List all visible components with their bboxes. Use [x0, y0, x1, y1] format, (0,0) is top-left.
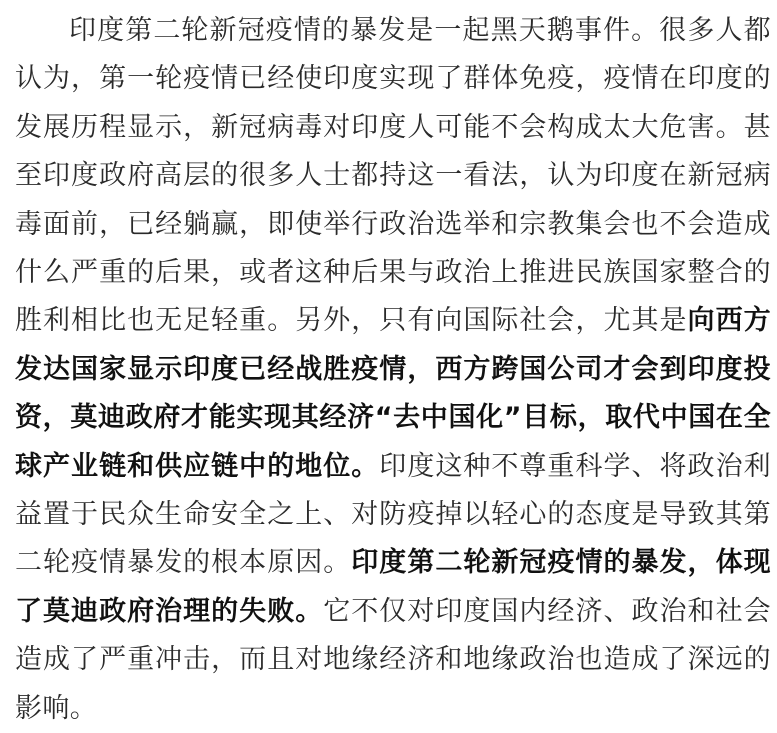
paragraph-text-intro: 印度第二轮新冠疫情的暴发是一起黑天鹅事件。很多人都认为，第一轮疫情已经使印度实现了群体免疫，疫情在印度的发展历程显示，新冠病毒对印度人可能不会构成太大危害。甚至印度政府高层的很多人士都持这一看法，认为印度在新冠病毒面前，已经躺赢，即使举行政治选举和宗教集会也不会造成什么严重的后果，或者这种后果与政治上推进民族国家整合的胜利相比也无足轻重。另外，只有向国际社会，尤其是 [15, 15, 771, 337]
paragraph-text-impact: 它不仅对印度国内经济、政治和社会造成了严重冲击，而且对地缘经济和地缘政治也造成了深远的影响。 [15, 595, 771, 724]
bold-emphasis-governance-failure: 印度第二轮新冠疫情的暴发，体现了莫迪政府治理的失败。 [15, 547, 771, 627]
paragraph-text-root-cause: 印度这种不尊重科学、将政治利益置于民众生命安全之上、对防疫掉以轻心的态度是导致其第二轮疫情暴发的根本原因。 [15, 450, 771, 579]
article-paragraph [15, 7, 771, 733]
bold-emphasis-western-investment: 向西方发达国家显示印度已经战胜疫情，西方跨国公司才会到印度投资，莫迪政府才能实现其经济“去中国化”目标，取代中国在全球产业链和供应链中的地位。 [15, 305, 771, 482]
